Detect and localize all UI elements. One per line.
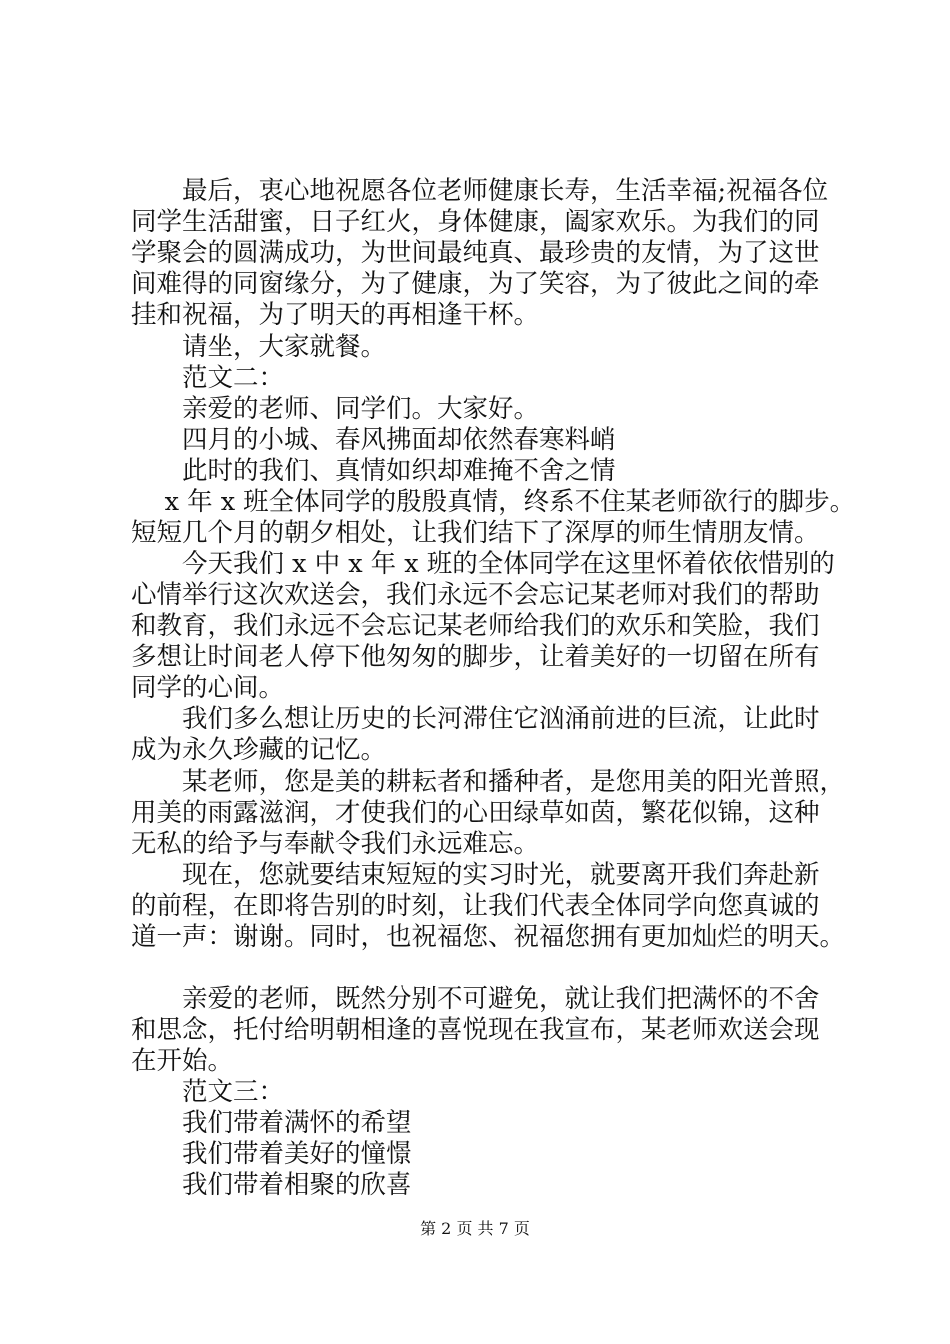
- text-line: 此时的我们、真情如织却难掩不舍之情: [131, 456, 616, 486]
- text-line: 今天我们 x 中 x 年 x 班的全体同学在这里怀着依依惜别的: [131, 549, 835, 579]
- text-line: 和教育，我们永远不会忘记某老师给我们的欢乐和笑脸，我们: [131, 611, 820, 641]
- text-line: 亲爱的老师、同学们。大家好。: [131, 394, 540, 424]
- text-line: 的前程，在即将告别的时刻，让我们代表全体同学向您真诚的: [131, 891, 820, 921]
- text-line: 现在，您就要结束短短的实习时光，就要离开我们奔赴新: [131, 860, 820, 890]
- section-heading: 范文三：: [131, 1077, 285, 1107]
- text-line: 和思念，托付给明朝相逢的喜悦现在我宣布，某老师欢送会现: [131, 1015, 820, 1045]
- text-line: 无私的给予与奉献令我们永远难忘。: [131, 829, 540, 859]
- text-line: 学聚会的圆满成功，为世间最纯真、最珍贵的友情，为了这世: [131, 238, 820, 268]
- text-line: 我们带着美好的憧憬: [131, 1139, 412, 1169]
- text-line: 四月的小城、春风拂面却依然春寒料峭: [131, 425, 616, 455]
- text-line: 我们多么想让历史的长河滞住它汹涌前进的巨流，让此时: [131, 704, 820, 734]
- page-footer: 第 2 页 共 7 页: [420, 1219, 530, 1238]
- text-line: 我们带着相聚的欣喜: [131, 1170, 412, 1200]
- text-line: 同学生活甜蜜，日子红火，身体健康，阖家欢乐。为我们的同: [131, 207, 820, 237]
- text-line: 挂和祝福，为了明天的再相逢干杯。: [131, 300, 540, 330]
- text-line: 亲爱的老师，既然分别不可避免，就让我们把满怀的不舍: [131, 984, 820, 1014]
- text-line: 多想让时间老人停下他匆匆的脚步，让着美好的一切留在所有: [131, 642, 820, 672]
- text-line: 请坐，大家就餐。: [131, 332, 387, 362]
- text-line: 最后，衷心地祝愿各位老师健康长寿，生活幸福;祝福各位: [131, 176, 829, 206]
- text-line: 短短几个月的朝夕相处，让我们结下了深厚的师生情朋友情。: [131, 518, 820, 548]
- text-line: 间难得的同窗缘分，为了健康，为了笑容，为了彼此之间的牵: [131, 269, 820, 299]
- text-line: 在开始。: [131, 1046, 234, 1076]
- text-line: 成为永久珍藏的记忆。: [131, 735, 387, 765]
- text-line: 同学的心间。: [131, 673, 285, 703]
- text-line: x 年 x 班全体同学的殷殷真情，终系不住某老师欲行的脚步。: [131, 487, 856, 517]
- text-line: 我们带着满怀的希望: [131, 1108, 412, 1138]
- text-line: 某老师，您是美的耕耘者和播种者，是您用美的阳光普照，: [131, 767, 846, 797]
- text-line: 道一声：谢谢。同时，也祝福您、祝福您拥有更加灿烂的明天。: [131, 922, 846, 952]
- text-line: 用美的雨露滋润，才使我们的心田绿草如茵，繁花似锦，这种: [131, 798, 820, 828]
- section-heading: 范文二：: [131, 363, 285, 393]
- text-line: 心情举行这次欢送会，我们永远不会忘记某老师对我们的帮助: [131, 580, 820, 610]
